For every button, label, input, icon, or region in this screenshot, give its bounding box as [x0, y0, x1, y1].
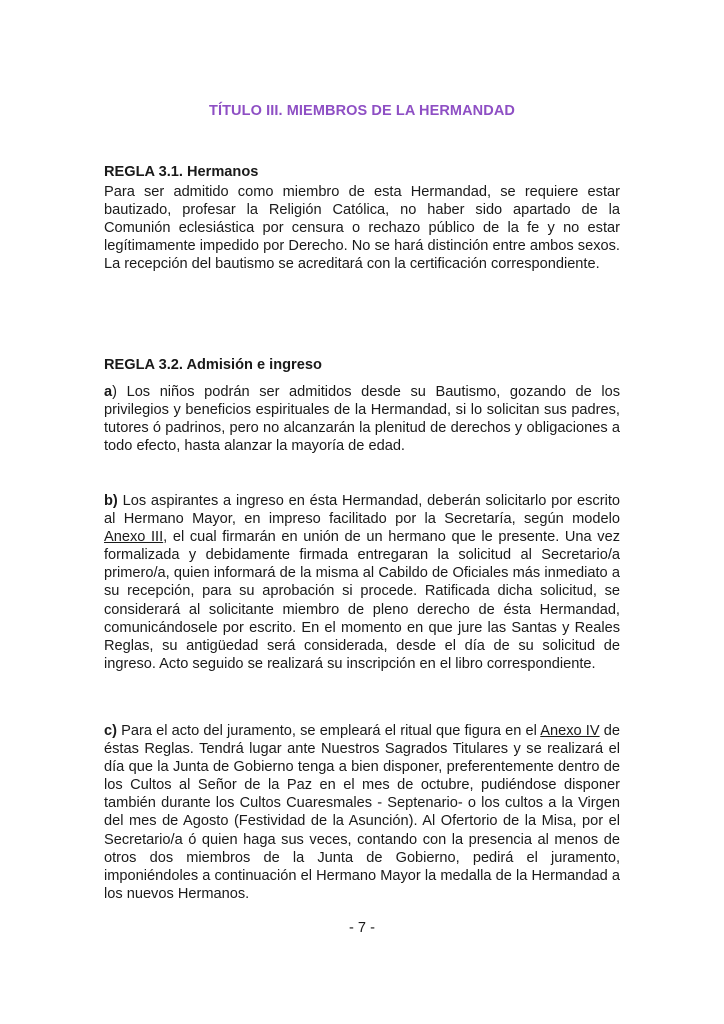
paragraph-c-text-2: de éstas Reglas. Tendrá lugar ante Nuestros Sagrados Titulares y se realizará el día que la Junta de Gobierno tenga a bien disponer, preferentemente dentro de los Cultos al Señor de la Paz en el mes de octubre, pudiéndose disponer también durante los Cultos Cuaresmales - Septenario- o los cultos a la Virgen del mes de Agosto (Festividad de la Asunción). Al Ofertorio de la Misa, por el Secretario/a ó quien haga sus veces, contando con la presencia al menos de otros dos miembros de la Junta de Gobierno, pedirá el juramento, imponiéndoles a continuación el Hermano Mayor la medalla de la Hermandad a los nuevos Hermanos. — [104, 723, 620, 902]
rule-3-2-heading: REGLA 3.2. Admisión e ingreso — [104, 357, 322, 373]
section-title: TÍTULO III. MIEMBROS DE LA HERMANDAD — [209, 103, 515, 119]
paragraph-b-marker: b) — [104, 493, 118, 509]
rule-3-1-paragraph: Para ser admitido como miembro de esta Hermandad, se requiere estar bautizado, profesar la Religión Católica, no haber sido apartado de la Comunión eclesiástica por censura o rechazo público de la fe y no estar legítimamente impedido por Derecho. No se hará distinción entre ambos sexos. La recepción del bautismo se acreditará con la certificación correspondiente. — [104, 184, 620, 273]
paragraph-a-marker: a — [104, 384, 113, 400]
rule-3-2-paragraph-a — [104, 383, 620, 455]
anexo-iii-link[interactable]: Anexo III — [104, 529, 164, 546]
paragraph-c-text-1: Para el acto del juramento, se empleará el ritual que figura en el — [116, 723, 541, 739]
paragraph-c-marker: c) — [104, 723, 117, 739]
paragraph-a-text: ) Los niños podrán ser admitidos desde su Bautismo, gozando de los privilegios y beneficios espirituales de la Hermandad, si lo solicitan sus padres, tutores ó padrinos, pero no alcanzarán la plenitud de derechos y obligaciones a todo efecto, hasta alanzar la mayoría de edad. — [104, 384, 620, 455]
rule-3-2-paragraph-b — [104, 492, 620, 673]
rule-3-2-paragraph-c — [104, 722, 620, 903]
paragraph-b-text-2: , el cual firmarán en unión de un hermano que le presente. Una vez formalizada y debidamente firmada entregaran la solicitud al Secretario/a primero/a, quien informará de la misma al Cabildo de Oficiales más inmediato a su recepción, para su aprobación si procede. Ratificada dicha solicitud, se considerará al solicitante miembro de pleno derecho de ésta Hermandad, comunicándosele por escrito. En el momento en que jure las Santas y Reales Reglas, su antigüedad será considerada, desde el día de su solicitud de ingreso. Acto seguido se realizará su inscripción en el libro correspondiente. — [104, 529, 620, 672]
anexo-iv-link[interactable]: Anexo IV — [540, 723, 600, 739]
rule-3-1-heading: REGLA 3.1. Hermanos — [104, 164, 259, 180]
page-number: - 7 - — [349, 920, 375, 936]
paragraph-b-text-1: Los aspirantes a ingreso en ésta Hermandad, deberán solicitarlo por escrito al Hermano Mayor, en impreso facilitado por la Secretaría, según modelo — [104, 493, 620, 528]
